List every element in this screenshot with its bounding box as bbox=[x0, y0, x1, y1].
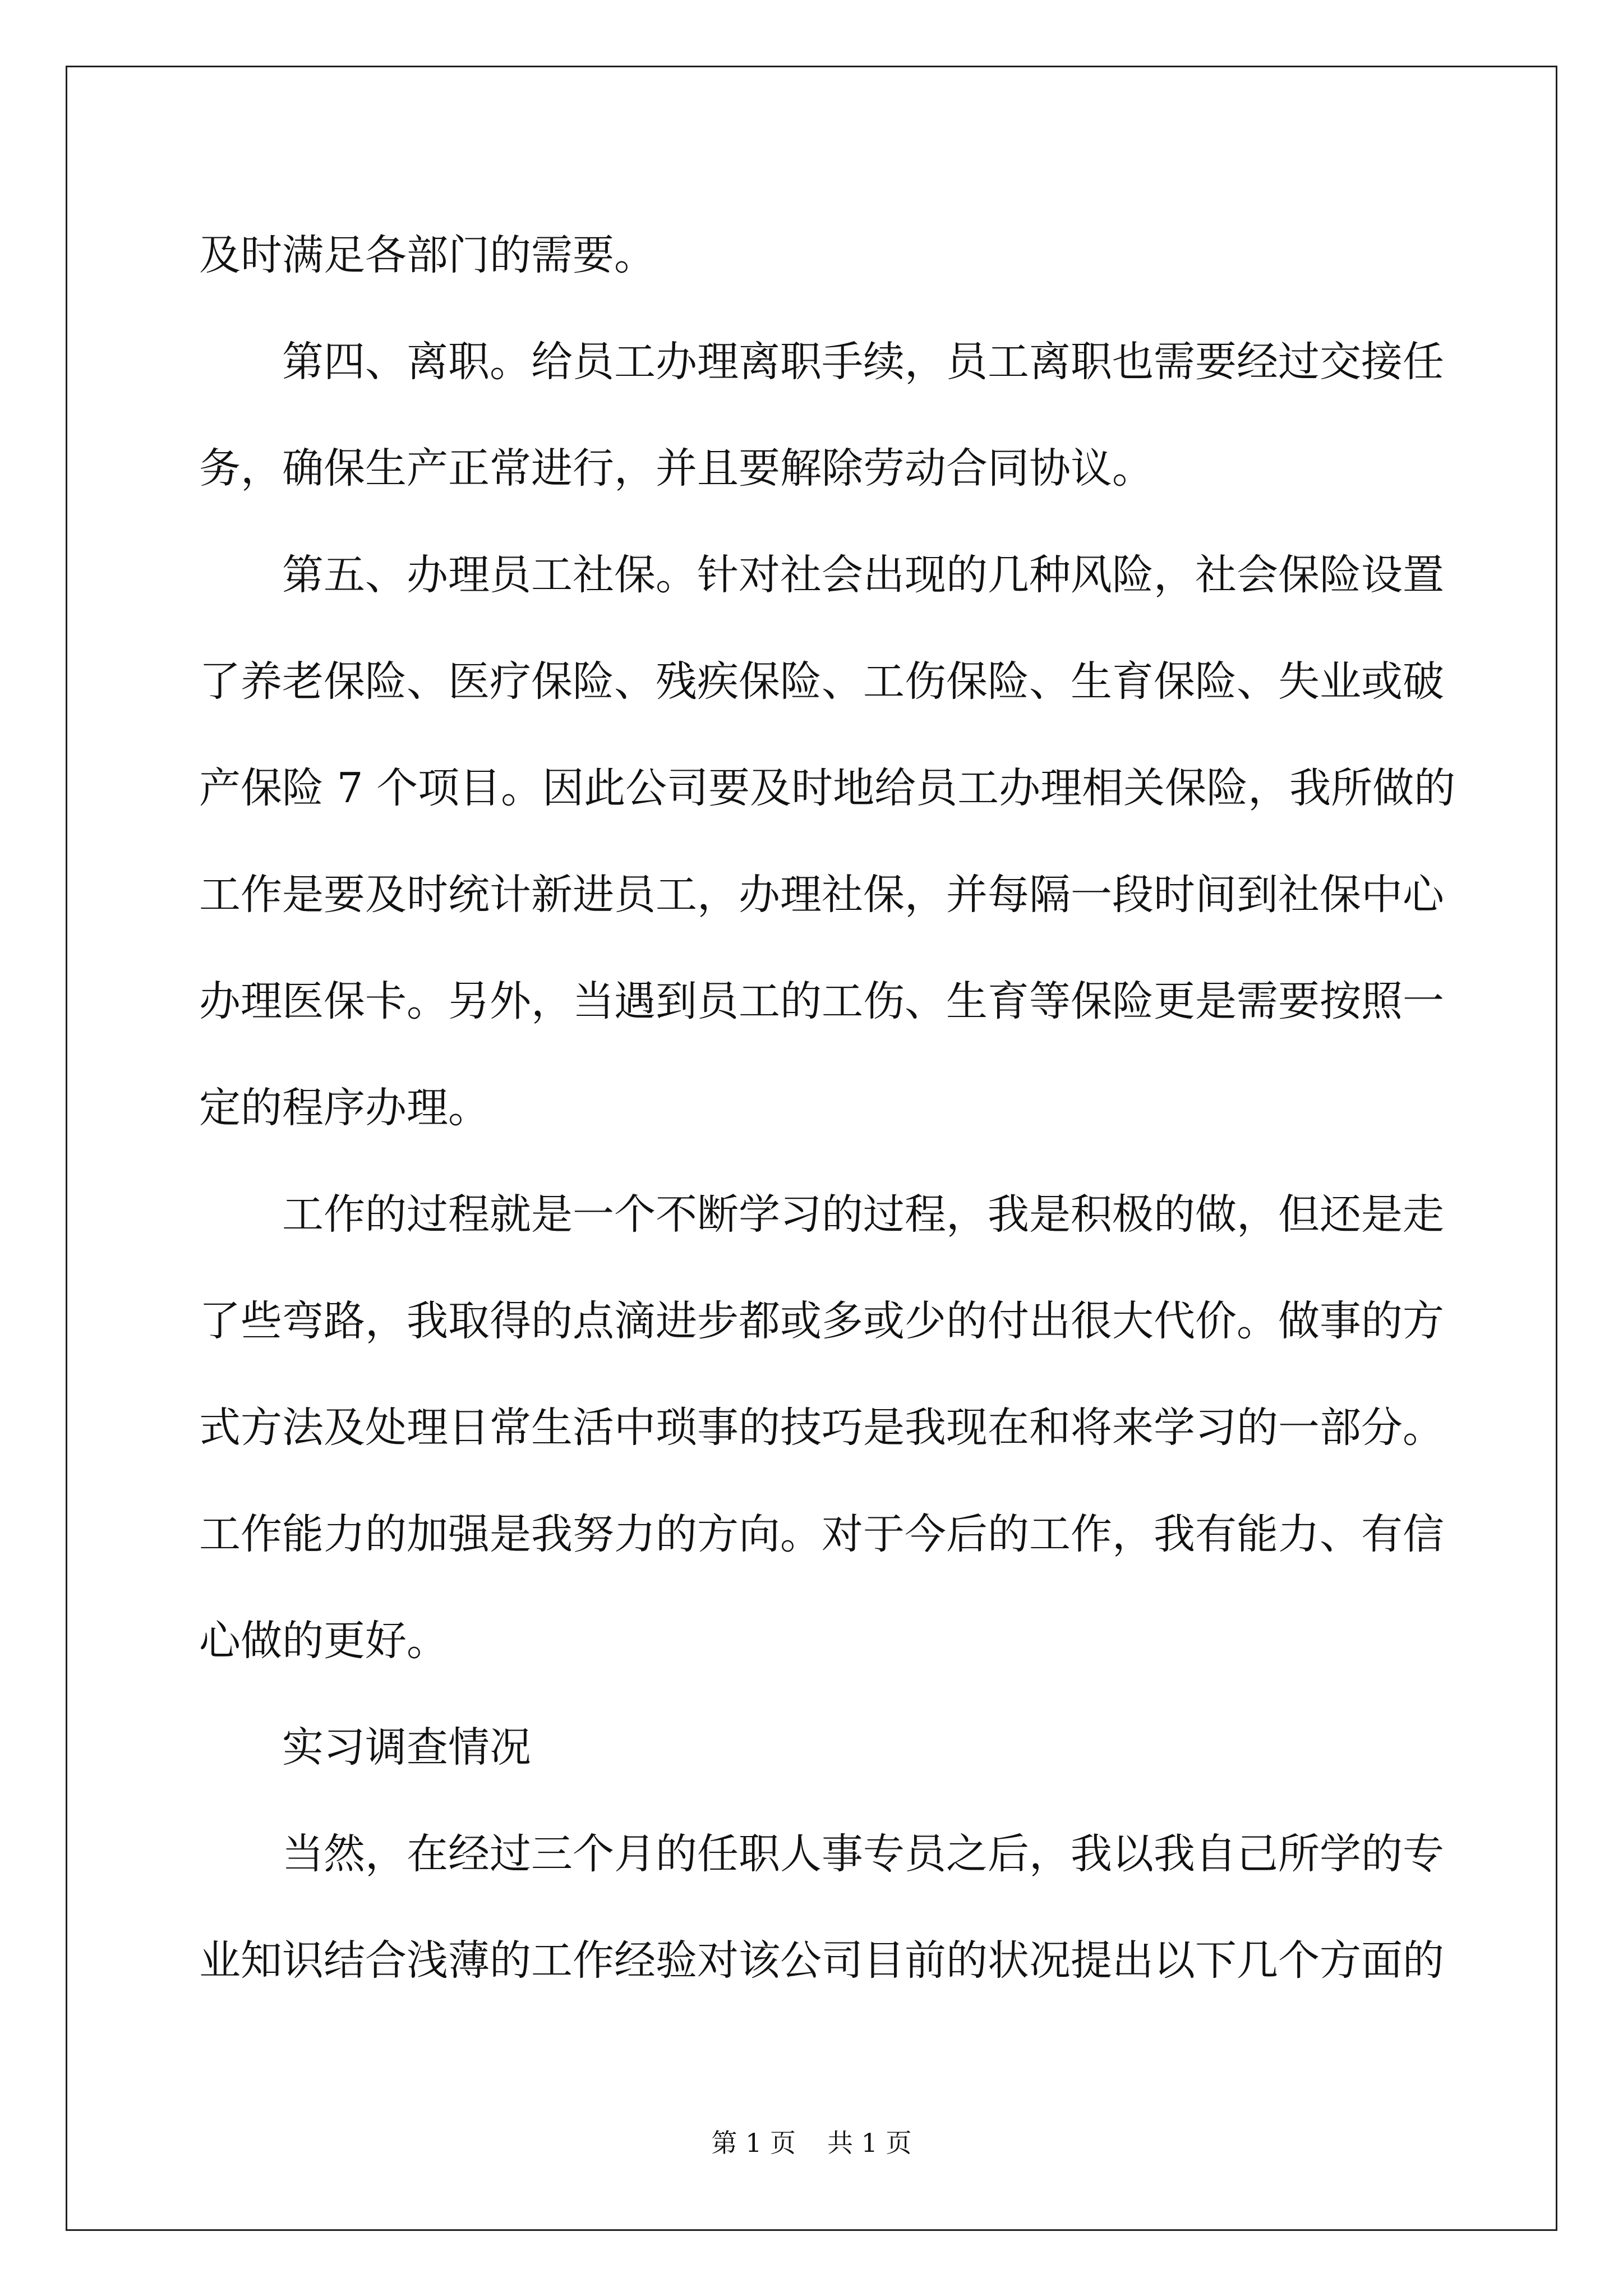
paragraph-line: 第五、办理员工社保。针对社会出现的几种风险，社会保险设置 bbox=[282, 551, 1444, 599]
paragraph-line: 产保险 7 个项目。因此公司要及时地给员工办理相关保险，我所做的 bbox=[199, 764, 1456, 812]
paragraph-line: 了养老保险、医疗保险、残疾保险、工伤保险、生育保险、失业或破 bbox=[199, 657, 1444, 706]
paragraph-line: 务，确保生产正常进行，并且要解除劳动合同协议。 bbox=[199, 444, 1154, 493]
paragraph-line: 了些弯路，我取得的点滴进步都或多或少的付出很大代价。做事的方 bbox=[199, 1297, 1444, 1345]
section-heading: 实习调查情况 bbox=[282, 1723, 531, 1772]
paragraph-line: 工作能力的加强是我努力的方向。对于今后的工作，我有能力、有信 bbox=[199, 1510, 1444, 1558]
paragraph-line: 办理医保卡。另外，当遇到员工的工伤、生育等保险更是需要按照一 bbox=[199, 977, 1444, 1025]
paragraph-line: 式方法及处理日常生活中琐事的技巧是我现在和将来学习的一部分。 bbox=[199, 1404, 1444, 1452]
paragraph-line: 工作的过程就是一个不断学习的过程，我是积极的做，但还是走 bbox=[282, 1190, 1444, 1239]
paragraph-line: 第四、离职。给员工办理离职手续，员工离职也需要经过交接任 bbox=[282, 338, 1444, 386]
page-footer bbox=[0, 2126, 1623, 2160]
paragraph-line: 及时满足各部门的需要。 bbox=[199, 231, 656, 279]
paragraph-line: 心做的更好。 bbox=[199, 1617, 448, 1665]
paragraph-line: 业知识结合浅薄的工作经验对该公司目前的状况提出以下几个方面的 bbox=[199, 1936, 1444, 1985]
document-body bbox=[199, 202, 1456, 2014]
page-number: 第 1 页 bbox=[711, 2128, 796, 2158]
paragraph-line: 工作是要及时统计新进员工，办理社保，并每隔一段时间到社保中心 bbox=[199, 871, 1444, 919]
page-total: 共 1 页 bbox=[827, 2128, 912, 2158]
paragraph-line: 定的程序办理。 bbox=[199, 1084, 490, 1132]
paragraph-line: 当然，在经过三个月的任职人事专员之后，我以我自己所学的专 bbox=[282, 1830, 1444, 1878]
